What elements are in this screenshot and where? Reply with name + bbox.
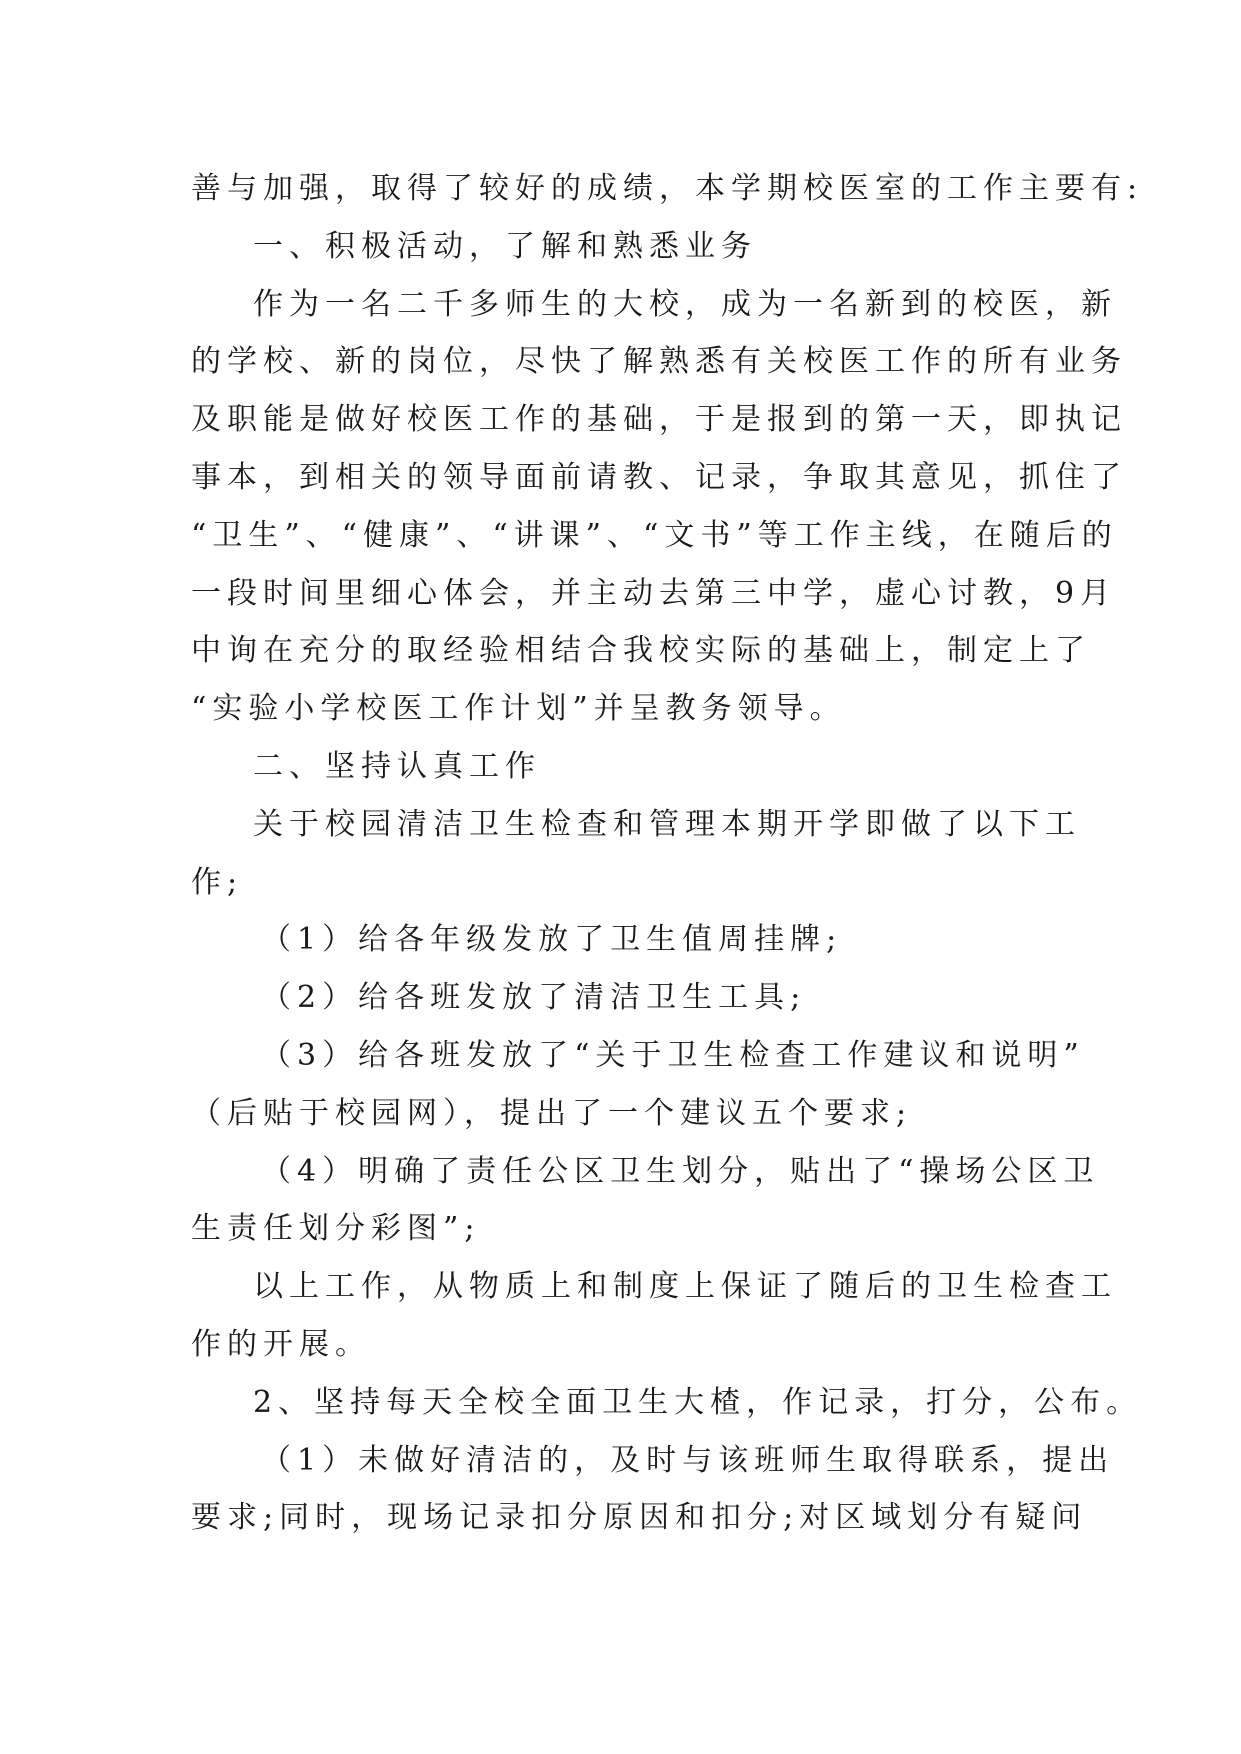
text-line: （后贴于校园网），提出了一个建议五个要求; bbox=[191, 1095, 913, 1131]
body-text bbox=[191, 160, 1144, 1547]
text-line: 及职能是做好校医工作的基础，于是报到的第一天，即执记 bbox=[191, 402, 1127, 438]
text-line: 一段时间里细心体会，并主动去第三中学，虚心讨教，9月 bbox=[191, 575, 1117, 611]
text-line: 事本，到相关的领导面前请教、记录，争取其意见，抓住了 bbox=[191, 459, 1127, 495]
list-item: （4）明确了责任公区卫生划分，贴出了“操场公区卫 bbox=[261, 1153, 1100, 1189]
text-line: 作为一名二千多师生的大校，成为一名新到的校医，新 bbox=[253, 286, 1117, 322]
text-line: 2、坚持每天全校全面卫生大楂，作记录，打分，公布。 bbox=[253, 1384, 1143, 1420]
text-line: 中询在充分的取经验相结合我校实际的基础上，制定上了 bbox=[191, 633, 1091, 669]
text-line: 以上工作，从物质上和制度上保证了随后的卫生检查工 bbox=[253, 1269, 1117, 1305]
text-line: “卫生”、“健康”、“讲课”、“文书”等工作主线，在随后的 bbox=[191, 517, 1118, 553]
text-line: 的学校、新的岗位，尽快了解熟悉有关校医工作的所有业务 bbox=[191, 344, 1127, 380]
text-line: 作; bbox=[191, 864, 244, 900]
text-line: 生责任划分彩图”; bbox=[191, 1211, 481, 1247]
text-line: 要求;同时，现场记录扣分原因和扣分;对区域划分有疑问 bbox=[191, 1500, 1088, 1536]
section-heading: 二、坚持认真工作 bbox=[253, 748, 541, 784]
text-line: “实验小学校医工作计划”并呈教务领导。 bbox=[191, 691, 846, 727]
text-line: 作的开展。 bbox=[191, 1326, 371, 1362]
list-item: （2）给各班发放了清洁卫生工具; bbox=[261, 980, 807, 1016]
list-item: （1）未做好清洁的，及时与该班师生取得联系，提出 bbox=[261, 1442, 1115, 1478]
list-item: （1）给各年级发放了卫生值周挂牌; bbox=[261, 922, 843, 958]
section-heading: 一、积极活动，了解和熟悉业务 bbox=[253, 228, 757, 264]
text-line: 关于校园清洁卫生检查和管理本期开学即做了以下工 bbox=[253, 806, 1081, 842]
list-item: （3）给各班发放了“关于卫生检查工作建议和说明” bbox=[261, 1037, 1085, 1073]
text-line: 善与加强，取得了较好的成绩，本学期校医室的工作主要有: bbox=[191, 171, 1144, 206]
